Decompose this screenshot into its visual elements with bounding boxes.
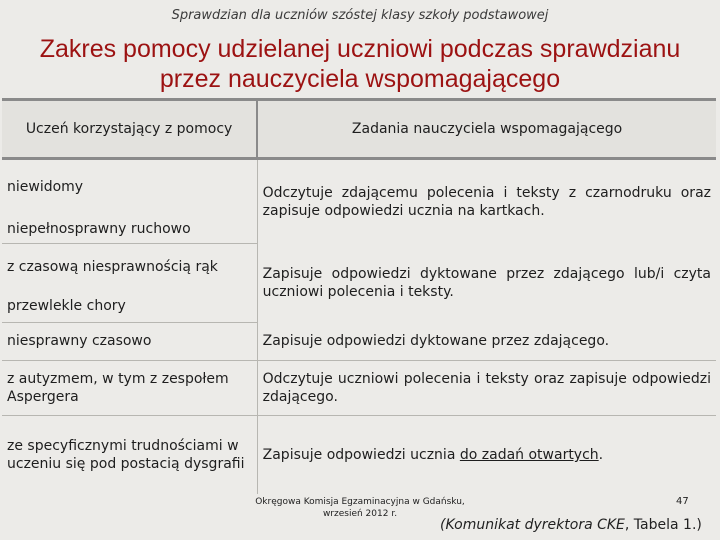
table-row	[2, 159, 716, 214]
row-student-type: ze specyficznymi trudnościami w uczeniu się pod postacią dysgrafii	[2, 415, 257, 494]
task-emphasis: do zadań otwartych	[459, 446, 599, 463]
citation-open: (	[440, 517, 446, 533]
title-line-2: przez nauczyciela wspomagającego	[159, 65, 561, 93]
row-teacher-task: Zapisuje odpowiedzi dyktowane przez zdającego.	[257, 322, 716, 360]
column-header-student: Uczeń korzystający z pomocy	[2, 100, 257, 159]
title-line-1: Zakres pomocy udzielanej uczniowi podczas sprawdzianu	[39, 35, 681, 63]
row-student-type: niepełnosprawny ruchowo	[2, 214, 257, 244]
row-student-type: niewidomy	[2, 159, 257, 214]
table-row	[2, 360, 716, 415]
row-teacher-task: Odczytuje uczniowi polecenia i teksty oraz zapisuje odpowiedzi zdającego.	[257, 360, 716, 415]
slide-title	[0, 34, 720, 94]
citation-rest: , Tabela 1.)	[624, 517, 702, 533]
table-row	[2, 322, 716, 360]
citation-title: Komunikat dyrektora CKE	[445, 517, 625, 533]
table-row	[2, 244, 716, 291]
footer-organization: Okręgowa Komisja Egzaminacyjna w Gdańsku, wrzesień 2012 r.	[255, 497, 465, 519]
task-text-end: .	[598, 446, 604, 463]
row-student-type: z autyzmem, w tym z zespołem Aspergera	[2, 360, 257, 415]
row-teacher-task: Odczytuje zdającemu polecenia i teksty z czarnodruku oraz zapisuje odpowiedzi ucznia na kartkach.	[262, 185, 711, 220]
table-row	[2, 415, 716, 494]
task-text: Zapisuje odpowiedzi ucznia	[262, 446, 460, 463]
assistance-table	[2, 98, 716, 494]
slide-subtitle: Sprawdzian dla uczniów szóstej klasy szkoły podstawowej	[171, 8, 549, 23]
row-student-type: przewlekle chory	[2, 290, 257, 322]
table-header-row	[2, 100, 716, 159]
row-teacher-task: Zapisuje odpowiedzi dyktowane przez zdającego lub/i czyta uczniowi polecenia i teksty.	[262, 265, 711, 300]
column-header-teacher-tasks: Zadania nauczyciela wspomagającego	[257, 100, 716, 159]
page-number: 47	[676, 496, 689, 507]
source-citation	[440, 517, 702, 533]
row-teacher-task	[257, 415, 716, 494]
row-student-type: niesprawny czasowo	[2, 322, 257, 360]
row-student-type: z czasową niesprawnością rąk	[2, 244, 257, 291]
